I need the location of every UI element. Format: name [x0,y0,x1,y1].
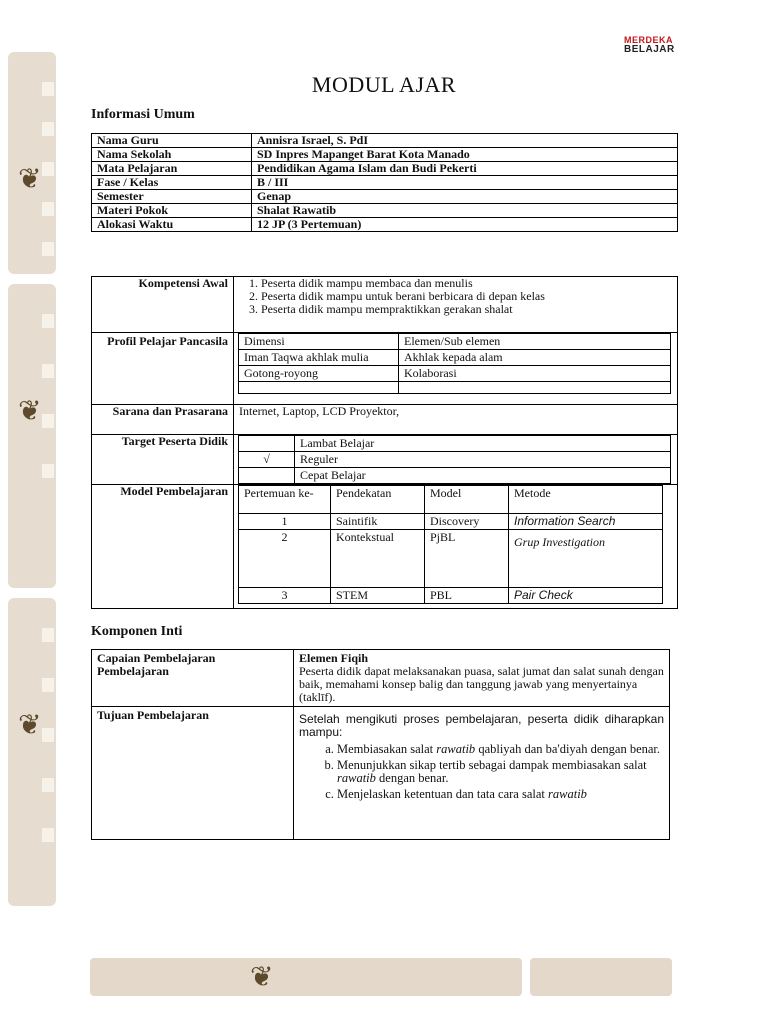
profil-head: Elemen/Sub elemen [399,334,671,350]
table-row [92,204,678,218]
detail-table [91,276,678,609]
profil-cell: Gotong-royong [239,366,399,382]
info-value: Annisra Israel, S. PdI [252,134,678,148]
method: Grup Investigation [509,530,663,588]
table-row [239,468,671,484]
target-option: Reguler [295,452,671,468]
tujuan-label: Tujuan Pembelajaran [92,707,294,840]
info-label: Materi Pokok [92,204,252,218]
kompetensi-label: Kompetensi Awal [92,277,234,333]
capaian-content [294,650,670,707]
model-head: Pendekatan [331,486,425,514]
fern-icon: ❦ [18,710,42,741]
table-row [92,333,678,405]
decorative-strip-bottom-right [530,958,672,996]
model-head: Metode [509,486,663,514]
tujuan-a-text: Membiasakan salat [337,742,437,756]
kompetensi-content [234,277,678,333]
info-value: Pendidikan Agama Islam dan Budi Pekerti [252,162,678,176]
check-icon: √ [239,452,295,468]
tujuan-a-emphasis: rawatib [436,742,476,756]
table-row [239,530,663,588]
sarana-value: Internet, Laptop, LCD Proyektor, [234,405,678,435]
table-row [239,514,663,530]
list-item: 3. Peserta didik mampu mempraktikkan gerakan shalat [261,303,672,316]
model-head: Pertemuan ke- [239,486,331,514]
target-table [238,435,671,484]
table-row [92,485,678,609]
table-row [239,350,671,366]
merdeka-belajar-logo [624,35,675,55]
list-item: 1. Peserta didik mampu membaca dan menulis [261,277,672,290]
capaian-heading: Elemen Fiqih [299,651,369,665]
info-label: Nama Sekolah [92,148,252,162]
target-option: Lambat Belajar [295,436,671,452]
decorative-strip-lower [8,598,56,906]
table-row [92,650,670,707]
table-row [239,486,663,514]
info-table [91,133,678,232]
profil-cell: Iman Taqwa akhlak mulia [239,350,399,366]
table-row [92,277,678,333]
tujuan-b-text: Menunjukkan sikap tertib sebagai dampak membiasakan salat [337,758,647,772]
table-row [92,162,678,176]
fern-icon: ❦ [18,164,42,195]
method: Pair Check [509,588,663,604]
table-row [239,382,671,394]
info-value: Shalat Rawatib [252,204,678,218]
tujuan-intro: Setelah mengikuti proses pembelajaran, peserta didik diharapkan mampu: [299,712,664,739]
info-label: Semester [92,190,252,204]
target-option: Cepat Belajar [295,468,671,484]
table-row [239,436,671,452]
table-row [92,218,678,232]
meeting-number: 1 [239,514,331,530]
profil-cell [399,382,671,394]
info-label: Mata Pelajaran [92,162,252,176]
profil-cell: Akhlak kepada alam [399,350,671,366]
table-row [92,134,678,148]
logo-line-2: BELAJAR [624,44,675,55]
meeting-number: 3 [239,588,331,604]
capaian-label: Capaian Pembelajaran Pembelajaran [92,650,294,707]
table-row [92,176,678,190]
target-label: Target Peserta Didik [92,435,234,485]
profil-cell: Kolaborasi [399,366,671,382]
info-label: Fase / Kelas [92,176,252,190]
table-row [239,588,663,604]
meeting-number: 2 [239,530,331,588]
decorative-strip-bottom-left [90,958,522,996]
list-item: 2. Peserta didik mampu untuk berani berbicara di depan kelas [261,290,672,303]
table-row [239,452,671,468]
profil-table [238,333,671,394]
profil-content [234,333,678,405]
approach: Saintifik [331,514,425,530]
section-komponen-inti: Komponen Inti [91,624,183,639]
tujuan-c-text: Menjelaskan ketentuan dan tata cara salat [337,787,549,801]
tujuan-content [294,707,670,840]
info-label: Alokasi Waktu [92,218,252,232]
kompetensi-list [239,277,672,316]
fern-icon: ❦ [18,396,42,427]
learning-model: PjBL [425,530,509,588]
model-label: Model Pembelajaran [92,485,234,609]
target-content [234,435,678,485]
learning-model: PBL [425,588,509,604]
fern-icon: ❦ [250,962,274,993]
info-value: Genap [252,190,678,204]
model-head: Model [425,486,509,514]
approach: STEM [331,588,425,604]
table-row [92,405,678,435]
model-content [234,485,678,609]
sarana-label: Sarana dan Prasarana [92,405,234,435]
info-value: 12 JP (3 Pertemuan) [252,218,678,232]
tujuan-a-rest: qabliyah dan ba'diyah dengan benar. [475,742,661,756]
capaian-text: Peserta didik dapat melaksanakan puasa, salat jumat dan salat sunah dengan baik, memahami konsep balig dan tanggung jawab yang menyertainya (taklīf). [299,664,664,704]
learning-model: Discovery [425,514,509,530]
list-item [337,788,664,801]
tujuan-b-rest: dengan benar. [375,771,449,785]
tujuan-list [299,743,664,801]
list-item [337,759,664,785]
target-mark [239,468,295,484]
document-title: MODUL AJAR [311,72,457,97]
komponen-inti-table [91,649,670,840]
profil-head: Dimensi [239,334,399,350]
table-row [92,190,678,204]
table-row [92,148,678,162]
info-value: SD Inpres Mapanget Barat Kota Manado [252,148,678,162]
table-row [239,366,671,382]
info-value: B / III [252,176,678,190]
section-informasi-umum: Informasi Umum [91,107,195,122]
decorative-strip-middle [8,284,56,588]
table-row [92,707,670,840]
tujuan-c-emphasis: rawatib [548,787,587,801]
info-label: Nama Guru [92,134,252,148]
table-row [239,334,671,350]
table-row [92,435,678,485]
profil-cell [239,382,399,394]
logo-line-1: MERDEKA [624,35,674,45]
list-item [337,743,664,756]
model-table [238,485,663,604]
target-mark [239,436,295,452]
profil-label: Profil Pelajar Pancasila [92,333,234,405]
approach: Kontekstual [331,530,425,588]
tujuan-b-emphasis: rawatib [337,771,376,785]
method: Information Search [509,514,663,530]
